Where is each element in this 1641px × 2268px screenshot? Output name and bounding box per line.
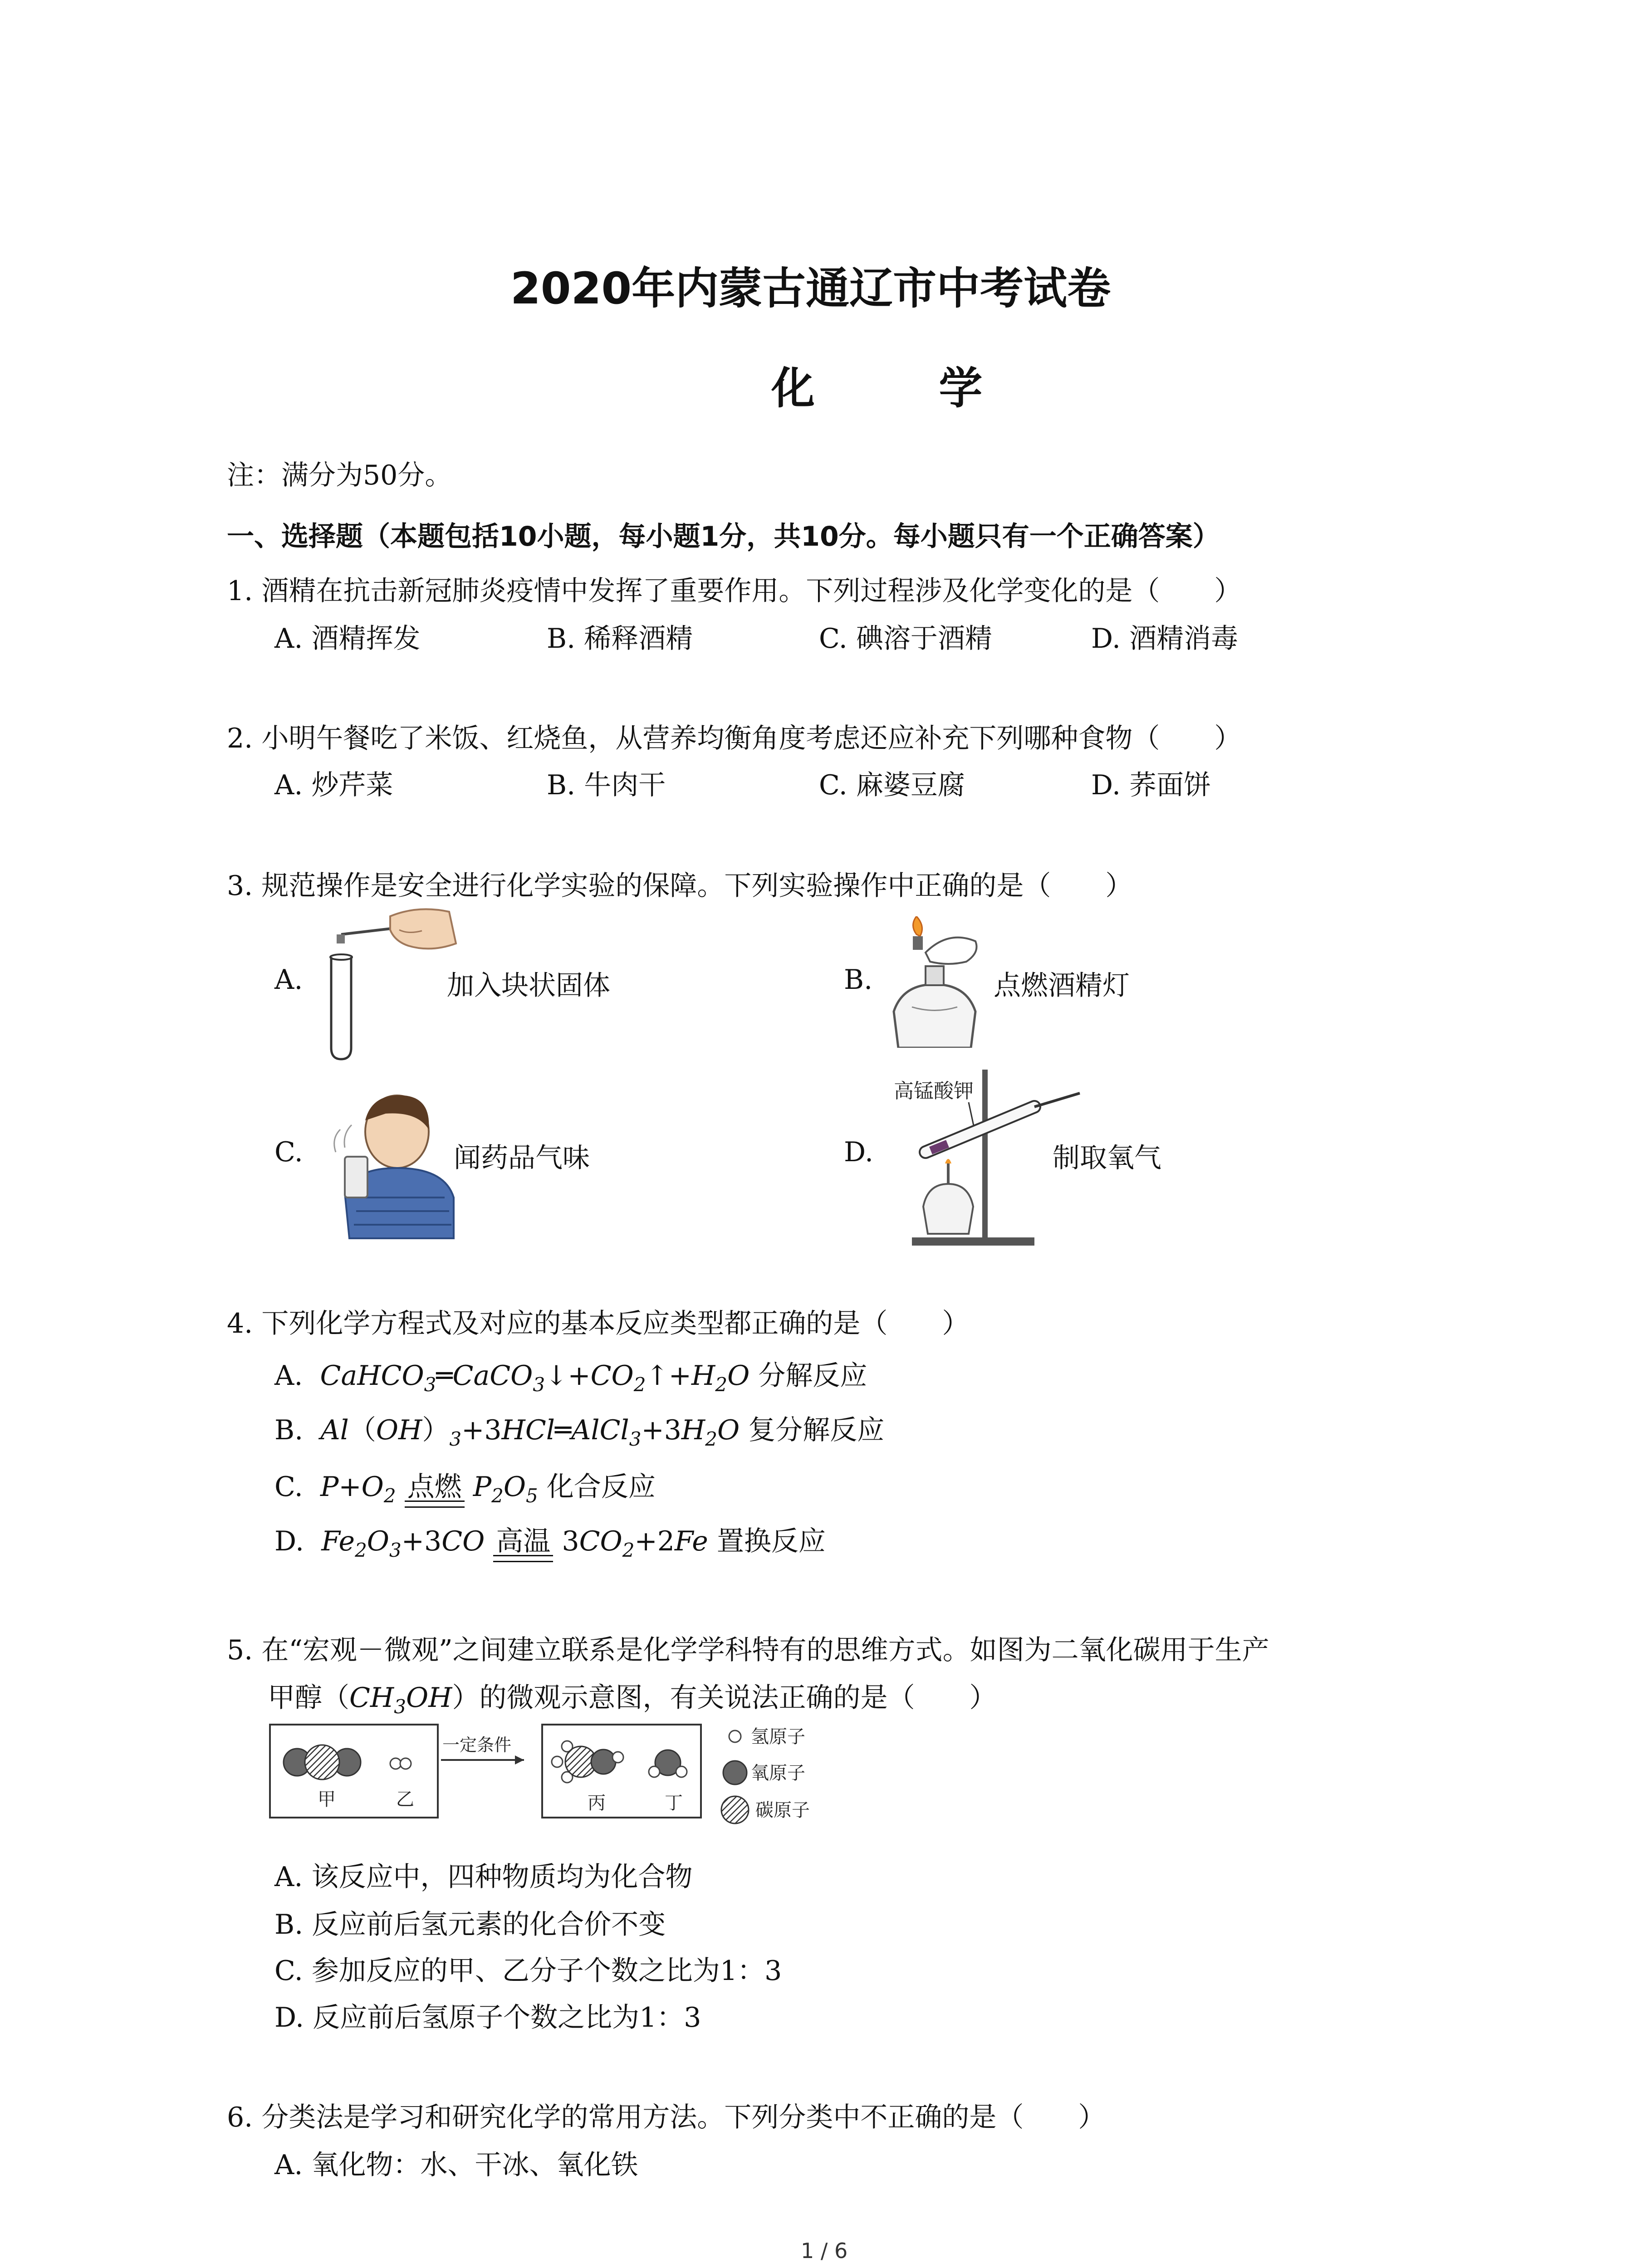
q4-option-a-letter: A. bbox=[274, 1360, 303, 1392]
legend-hydrogen: 氢原子 bbox=[751, 1726, 805, 1747]
q2-option-a: A. 炒芹菜 bbox=[274, 769, 393, 801]
q4-option-d-letter: D. bbox=[274, 1525, 304, 1557]
box-label-yi: 乙 bbox=[396, 1789, 414, 1810]
q3-option-a-letter: A. bbox=[274, 964, 303, 996]
q1-option-a: A. 酒精挥发 bbox=[274, 623, 421, 655]
box-label-bing: 丙 bbox=[588, 1793, 606, 1813]
q4-equation-a: $CaHCO_3═CaCO_3↓+CO_2↑+H_2O$ bbox=[311, 1360, 750, 1396]
q4-option-c bbox=[274, 1465, 656, 1507]
q3-caption-c: 闻药品气味 bbox=[454, 1142, 590, 1174]
smelling-figure bbox=[318, 1089, 463, 1243]
legend-carbon: 碳原子 bbox=[755, 1800, 810, 1821]
q2-option-d: D. 荞面饼 bbox=[1091, 769, 1211, 801]
q5-stem-line2 bbox=[268, 1676, 996, 1718]
q4-condition-ignite: 点燃 bbox=[405, 1465, 465, 1504]
q3-option-c-letter: C. bbox=[274, 1136, 303, 1168]
q3-caption-a: 加入块状固体 bbox=[447, 970, 610, 1002]
q2-option-c: C. 麻婆豆腐 bbox=[819, 769, 965, 801]
q5-option-d: D. 反应前后氢原子个数之比为1：3 bbox=[274, 2002, 701, 2033]
legend-oxygen: 氧原子 bbox=[751, 1763, 805, 1784]
q4-option-c-letter: C. bbox=[274, 1471, 303, 1503]
q1-stem: 1. 酒精在抗击新冠肺炎疫情中发挥了重要作用。下列过程涉及化学变化的是（ ） bbox=[227, 575, 1242, 607]
q4-option-b-letter: B. bbox=[274, 1414, 304, 1446]
q2-option-b: B. 牛肉干 bbox=[547, 769, 666, 801]
q4-type-d: 置换反应 bbox=[716, 1525, 826, 1557]
q4-type-a: 分解反应 bbox=[758, 1360, 867, 1392]
q5-option-b: B. 反应前后氢元素的化合价不变 bbox=[274, 1909, 666, 1941]
q5-stem-line2-post: ）的微观示意图，有关说法正确的是（ ） bbox=[452, 1682, 997, 1714]
q1-option-d: D. 酒精消毒 bbox=[1091, 623, 1239, 655]
q4-equation-d: $Fe_2O_3+3CO$ 高温 $3CO_2+2Fe$ bbox=[313, 1525, 708, 1557]
box-label-jia: 甲 bbox=[318, 1789, 336, 1810]
alcohol-lamp-figure bbox=[885, 916, 994, 1048]
q5-stem-line1: 5. 在“宏观－微观”之间建立联系是化学学科特有的思维方式。如图为二氧化碳用于生产 bbox=[227, 1634, 1269, 1666]
solid-adding-figure bbox=[313, 903, 458, 1066]
potassium-permanganate-label: 高锰酸钾 bbox=[894, 1080, 974, 1103]
q3-caption-d: 制取氧气 bbox=[1053, 1142, 1161, 1174]
page-title: 2020年内蒙古通辽市中考试卷 bbox=[510, 263, 1111, 314]
score-note: 注：满分为50分。 bbox=[227, 459, 452, 491]
q4-stem: 4. 下列化学方程式及对应的基本反应类型都正确的是（ ） bbox=[227, 1308, 970, 1339]
q4-condition-high-temp: 高温 bbox=[493, 1520, 553, 1559]
q5-option-c: C. 参加反应的甲、乙分子个数之比为1：3 bbox=[274, 1955, 782, 1987]
subject-title: 化 学 bbox=[771, 363, 1037, 414]
q1-option-c: C. 碘溶于酒精 bbox=[819, 623, 992, 655]
q3-caption-b: 点燃酒精灯 bbox=[994, 970, 1130, 1002]
q4-option-b bbox=[274, 1408, 884, 1450]
methanol-formula: $CH_3OH$ bbox=[349, 1682, 452, 1718]
q5-micro-diagram bbox=[268, 1719, 835, 1828]
q3-option-d-letter: D. bbox=[844, 1136, 874, 1168]
box-label-ding: 丁 bbox=[665, 1793, 683, 1813]
q5-option-a: A. 该反应中，四种物质均为化合物 bbox=[274, 1861, 693, 1893]
q4-option-a bbox=[274, 1354, 867, 1396]
page-number: 1 / 6 bbox=[801, 2239, 848, 2263]
q3-stem: 3. 规范操作是安全进行化学实验的保障。下列实验操作中正确的是（ ） bbox=[227, 870, 1133, 902]
q6-stem: 6. 分类法是学习和研究化学的常用方法。下列分类中不正确的是（ ） bbox=[227, 2102, 1106, 2133]
section-heading: 一、选择题（本题包括10小题，每小题1分，共10分。每小题只有一个正确答案） bbox=[227, 521, 1220, 552]
q4-equation-c: $P+O_2$ 点燃 $P_2O_5$ bbox=[312, 1471, 538, 1503]
q3-option-b-letter: B. bbox=[844, 964, 873, 996]
q4-type-b: 复分解反应 bbox=[748, 1414, 885, 1446]
q4-option-d bbox=[274, 1520, 826, 1561]
q2-stem: 2. 小明午餐吃了米饭、红烧鱼，从营养均衡角度考虑还应补充下列哪种食物（ ） bbox=[227, 723, 1242, 754]
arrow-label: 一定条件 bbox=[442, 1735, 512, 1755]
q5-stem-line2-pre: 甲醇（ bbox=[268, 1682, 349, 1714]
q6-option-a: A. 氧化物：水、干冰、氧化铁 bbox=[274, 2149, 638, 2181]
q4-type-c: 化合反应 bbox=[546, 1471, 656, 1503]
q1-option-b: B. 稀释酒精 bbox=[547, 623, 693, 655]
q4-equation-b: $Al(OH)_3+3HCl═AlCl_3+3H_2O$ bbox=[312, 1414, 740, 1450]
